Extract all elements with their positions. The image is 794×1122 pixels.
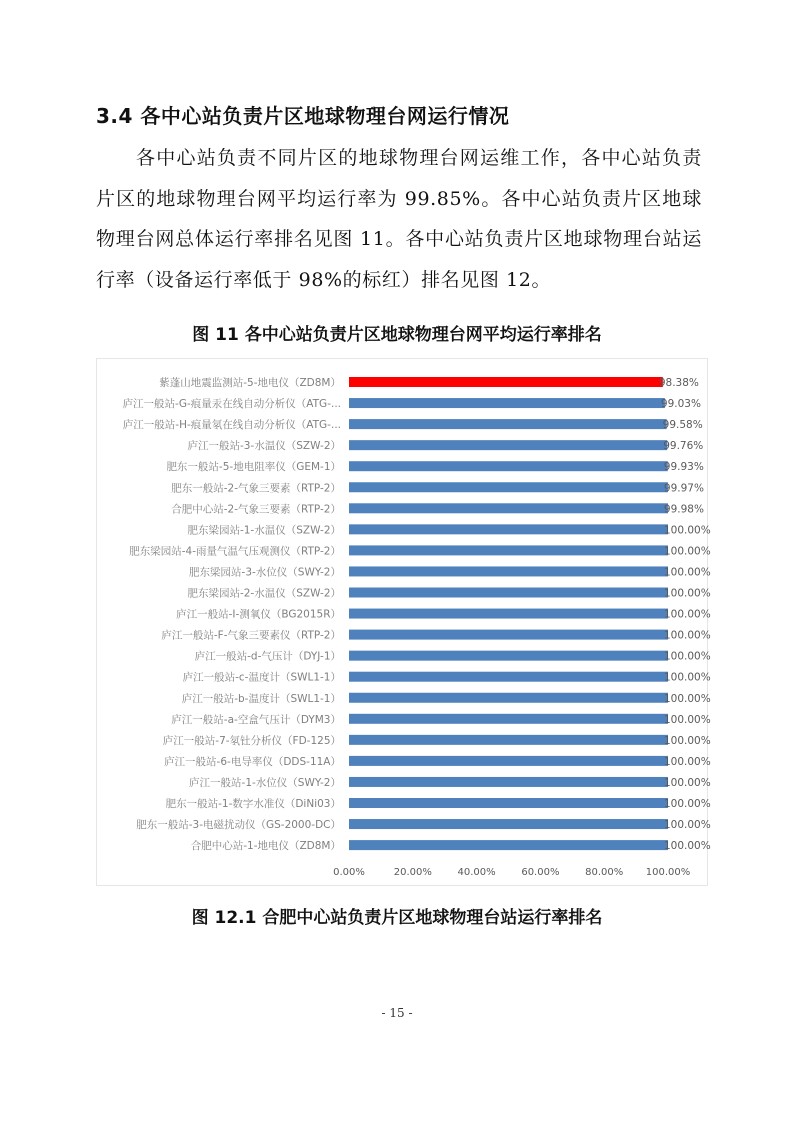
value-label: 98.38% (658, 377, 699, 389)
value-label: 100.00% (664, 545, 711, 558)
page-number: - 15 - (381, 1006, 413, 1020)
category-label: 庐江一般站-H-痕量氡在线自动分析仪（ATG-... (122, 419, 341, 432)
value-label: 100.00% (664, 587, 711, 600)
value-label: 100.00% (664, 629, 711, 642)
value-label: 99.98% (663, 503, 704, 516)
category-label: 肥东一般站-5-地电阻率仪（GEM-1） (166, 461, 341, 474)
category-label: 肥东梁园站-2-水温仪（SZW-2） (187, 587, 341, 600)
category-label: 庐江一般站-G-痕量汞在线自动分析仪（ATG-... (122, 398, 341, 411)
value-label: 99.97% (663, 482, 704, 495)
value-label: 100.00% (664, 671, 711, 684)
value-label: 100.00% (664, 776, 711, 789)
bar (349, 524, 668, 534)
value-label: 100.00% (664, 566, 711, 579)
bar (349, 714, 668, 724)
bar (349, 777, 668, 787)
x-tick-label: 20.00% (393, 867, 432, 878)
x-tick-label: 40.00% (457, 867, 496, 878)
value-label: 100.00% (664, 692, 711, 705)
bar (349, 545, 668, 555)
value-label: 100.00% (664, 608, 711, 621)
category-label: 肥东一般站-2-气象三要素（RTP-2） (171, 482, 341, 495)
bar (349, 440, 667, 450)
value-label: 100.00% (664, 524, 711, 537)
bar (349, 672, 668, 682)
category-label: 庐江一般站-b-温度计（SWL1-1） (181, 692, 341, 705)
category-label: 庐江一般站-d-气压计（DYJ-1） (194, 650, 341, 663)
value-label: 99.58% (662, 419, 703, 432)
category-label: 肥东一般站-3-电磁扰动仪（GS-2000-DC） (136, 819, 341, 832)
category-label: 紫蓬山地震监测站-5-地电仪（ZD8M） (159, 377, 341, 389)
category-label: 肥东一般站-1-数字水准仪（DiNi03） (165, 798, 341, 810)
x-tick-label: 100.00% (645, 867, 691, 878)
value-label: 100.00% (664, 734, 711, 747)
bar (349, 377, 663, 387)
value-label: 100.00% (664, 819, 711, 832)
body-paragraph: 各中心站负责不同片区的地球物理台网运维工作，各中心站负责片区的地球物理台网平均运行率为 99.85%。各中心站负责片区地球物理台网总体运行率排名见图 11。各中心站负责片区地球物理台站运行率（设备运行率低于 98%的标红）排名见图 12。 (96, 147, 702, 291)
bar (349, 819, 668, 829)
bar (349, 840, 668, 850)
figure-11-title: 图 11 各中心站负责片区地球物理台网平均运行率排名 (192, 325, 602, 345)
category-label: 庐江一般站-1-水位仪（SWY-2） (189, 776, 341, 789)
category-label: 庐江一般站-7-氡钍分析仪（FD-125） (162, 734, 341, 747)
x-tick-label: 0.00% (333, 867, 365, 878)
value-label: 100.00% (664, 650, 711, 663)
value-label: 100.00% (664, 713, 711, 726)
value-label: 100.00% (664, 755, 711, 768)
figure-12-title: 图 12.1 合肥中心站负责片区地球物理台站运行率排名 (191, 908, 603, 928)
value-label: 100.00% (664, 840, 711, 853)
bar (349, 651, 668, 661)
bar (349, 398, 665, 408)
category-label: 肥东梁园站-4-雨量气温气压观测仪（RTP-2） (129, 545, 341, 558)
x-tick-label: 80.00% (585, 867, 624, 878)
bar (349, 609, 668, 619)
category-label: 合肥中心站-2-气象三要素（RTP-2） (171, 503, 341, 516)
value-label: 99.76% (663, 440, 704, 453)
bar (349, 566, 668, 576)
category-label: 庐江一般站-3-水温仪（SZW-2） (187, 440, 341, 453)
value-label: 99.93% (663, 461, 704, 474)
value-label: 99.03% (660, 398, 701, 411)
bar (349, 735, 668, 745)
bar (349, 756, 668, 766)
bar (349, 461, 668, 471)
bar (349, 419, 667, 429)
category-label: 肥东梁园站-1-水温仪（SZW-2） (187, 524, 341, 537)
category-label: 庐江一般站-c-温度计（SWL1-1） (182, 671, 341, 684)
bar (349, 588, 668, 598)
section-heading: 3.4 各中心站负责片区地球物理台网运行情况 (96, 104, 510, 128)
bar (349, 503, 668, 513)
value-label: 100.00% (664, 798, 711, 810)
category-label: 肥东梁园站-3-水位仪（SWY-2） (189, 566, 341, 579)
bar (349, 630, 668, 640)
category-label: 庐江一般站-I-测氧仪（BG2015R） (176, 608, 341, 621)
bar (349, 693, 668, 703)
bar (349, 798, 668, 808)
x-tick-label: 60.00% (521, 867, 560, 878)
bar (349, 482, 668, 492)
category-label: 庐江一般站-F-气象三要素仪（RTP-2） (161, 629, 341, 642)
category-label: 庐江一般站-a-空盒气压计（DYM3） (171, 713, 341, 726)
category-label: 合肥中心站-1-地电仪（ZD8M） (190, 840, 341, 853)
category-label: 庐江一般站-6-电导率仪（DDS-11A） (164, 755, 341, 768)
